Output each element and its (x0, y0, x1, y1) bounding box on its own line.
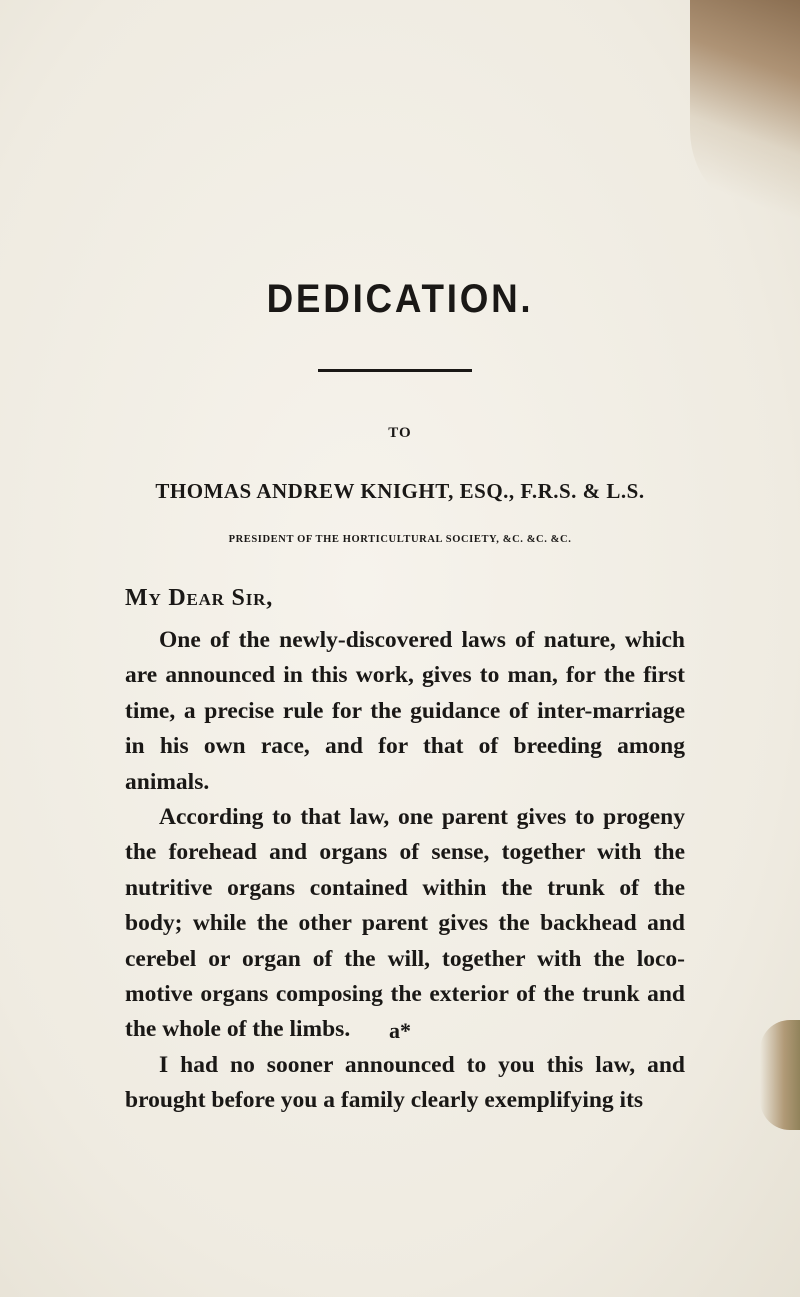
to-line: TO (388, 425, 412, 441)
paragraph: One of the newly-discovered laws of nature, which are announced in this work, gives to man, for the first time, a precise rule for the guidance of inter-marriage in his own race, and for that of breeding among animals. (125, 627, 685, 795)
paragraph: I had no sooner announced to you this law, and brought before you a family clearly exemplifying its (125, 1051, 685, 1114)
office-line: PRESIDENT OF THE HORTICULTURAL SOCIETY, &C. &C. &C. (228, 534, 572, 545)
paragraph: According to that law, one parent gives to progeny the forehead and organs of sense, together with the nutritive organs contained within the trunk of the body; while the other parent gives the backhead and cerebel or organ of the will, together with the loco-motive organs composing the exterior of the trunk and the whole of the limbs. (125, 804, 685, 1043)
addressee-line: THOMAS ANDREW KNIGHT, ESQ., F.R.S. & L.S. (155, 479, 645, 503)
signature-mark: a* (389, 1018, 411, 1043)
title-rule (318, 369, 472, 372)
page-stain (690, 0, 800, 220)
letter-body (125, 623, 685, 1119)
dedication-title: DEDICATION. (266, 277, 534, 321)
salutation: My Dear Sir, (125, 585, 273, 611)
